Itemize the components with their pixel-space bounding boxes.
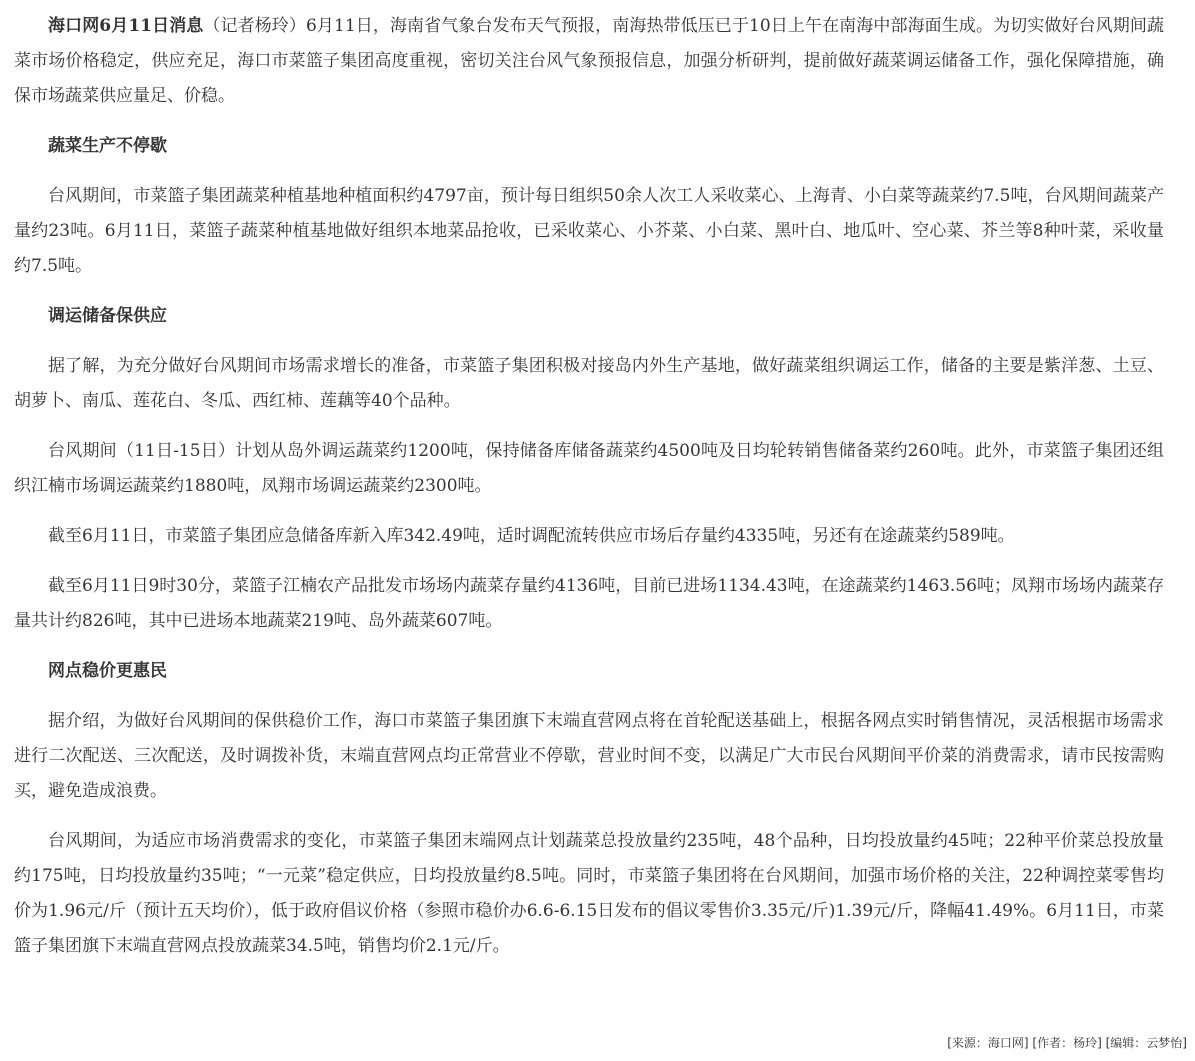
lead-paragraph [14, 9, 1164, 114]
paragraph-reserve-1: 据了解，为充分做好台风期间市场需求增长的准备，市菜篮子集团积极对接岛内外生产基地，做好蔬菜组织调运工作，储备的主要是紫洋葱、土豆、胡萝卜、南瓜、莲花白、冬瓜、西红柿、莲藕等40个品种。 [14, 356, 1164, 411]
paragraph-reserve-2: 台风期间（11日-15日）计划从岛外调运蔬菜约1200吨，保持储备库储备蔬菜约4500吨及日均轮转销售储备菜约260吨。此外，市菜篮子集团还组织江楠市场调运蔬菜约1880吨，凤翔市场调运蔬菜约2300吨。 [14, 441, 1164, 496]
dateline: 海口网6月11日消息 [48, 16, 204, 36]
credit-editor: [编辑：云梦怡] [1105, 1036, 1187, 1050]
paragraph-outlets-2: 台风期间，为适应市场消费需求的变化，市菜篮子集团末端网点计划蔬菜总投放量约235吨，48个品种，日均投放量约45吨；22种平价菜总投放量约175吨，日均投放量约35吨；“一元菜”稳定供应，日均投放量约8.5吨。同时，市菜篮子集团将在台风期间，加强市场价格的关注，22种调控菜零售均价为1.96元/斤（预计五天均价），低于政府倡议价格（参照市稳价办6.6-6.15日发布的倡议零售价3.35元/斤)1.39元/斤，降幅41.49%。6月11日，市菜篮子集团旗下末端直营网点投放蔬菜34.5吨，销售均价2.1元/斤。 [14, 831, 1164, 956]
credit-author: [作者：杨玲] [1032, 1036, 1102, 1050]
paragraph-reserve-4: 截至6月11日9时30分，菜篮子江楠农产品批发市场场内蔬菜存量约4136吨，目前已进场1134.43吨，在途蔬菜约1463.56吨；凤翔市场场内蔬菜存量共计约826吨，其中已进场本地蔬菜219吨、岛外蔬菜607吨。 [14, 576, 1164, 631]
article-body [14, 9, 1164, 979]
section-heading-production: 蔬菜生产不停歇 [48, 136, 167, 156]
lead-text: （记者杨玲）6月11日，海南省气象台发布天气预报，南海热带低压已于10日上午在南海中部海面生成。为切实做好台风期间蔬菜市场价格稳定，供应充足，海口市菜篮子集团高度重视，密切关注台风气象预报信息，加强分析研判，提前做好蔬菜调运储备工作，强化保障措施，确保市场蔬菜供应量足、价稳。 [14, 16, 1164, 106]
paragraph-outlets-1: 据介绍，为做好台风期间的保供稳价工作，海口市菜篮子集团旗下末端直营网点将在首轮配送基础上，根据各网点实时销售情况，灵活根据市场需求进行二次配送、三次配送，及时调拨补货，末端直营网点均正常营业不停歇，营业时间不变，以满足广大市民台风期间平价菜的消费需求，请市民按需购买，避免造成浪费。 [14, 711, 1164, 801]
paragraph-production-1: 台风期间，市菜篮子集团蔬菜种植基地种植面积约4797亩，预计每日组织50余人次工人采收菜心、上海青、小白菜等蔬菜约7.5吨，台风期间蔬菜产量约23吨。6月11日，菜篮子蔬菜种植基地做好组织本地菜品抢收，已采收菜心、小芥菜、小白菜、黑叶白、地瓜叶、空心菜、芥兰等8种叶菜，采收量约7.5吨。 [14, 186, 1164, 276]
paragraph-reserve-3: 截至6月11日，市菜篮子集团应急储备库新入库342.49吨，适时调配流转供应市场后存量约4335吨，另还有在途蔬菜约589吨。 [48, 526, 1015, 546]
article-credit [947, 1033, 1187, 1053]
credit-source: [来源：海口网] [947, 1036, 1029, 1050]
section-heading-outlets: 网点稳价更惠民 [48, 661, 167, 681]
section-heading-reserve: 调运储备保供应 [48, 306, 167, 326]
